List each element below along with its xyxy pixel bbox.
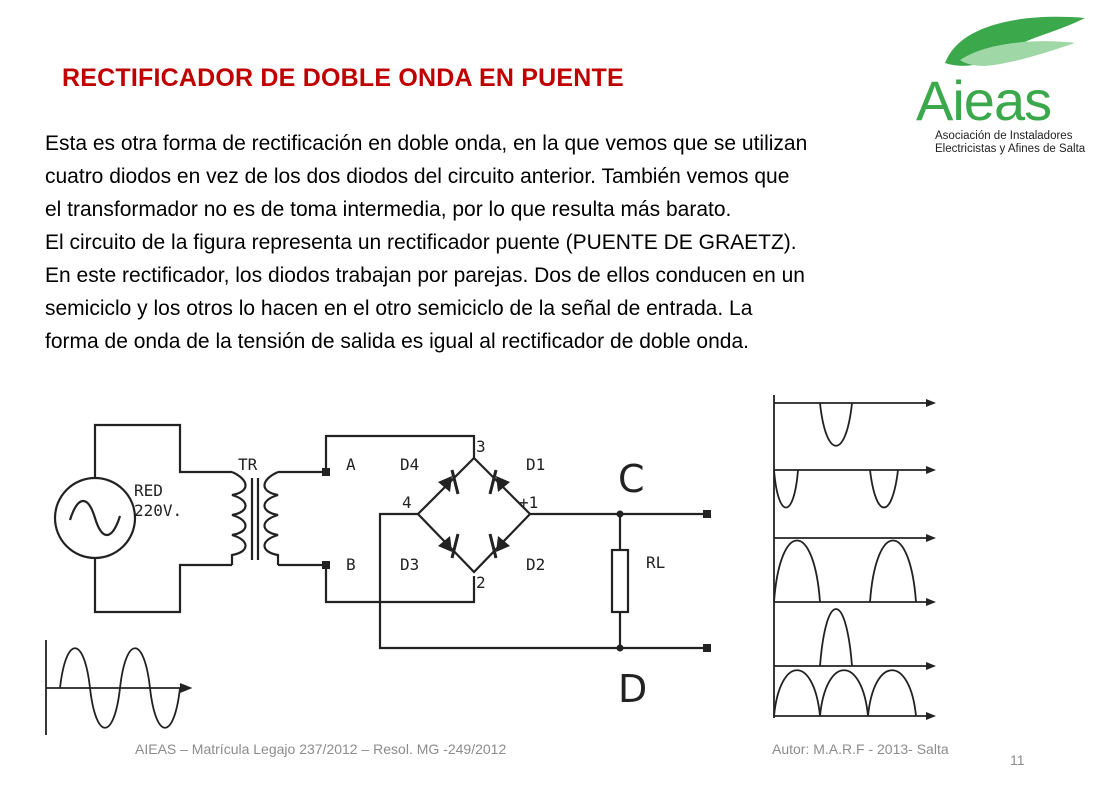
transformer-label: TR (238, 455, 258, 474)
logo-subtitle-line: Asociación de Instaladores (935, 130, 1073, 142)
source-voltage-label: 220V. (134, 501, 183, 520)
text-line: El circuito de la figura representa un rectificador puente (PUENTE DE GRAETZ). (45, 231, 797, 254)
node-2-label: 2 (476, 573, 486, 592)
diode-d1-label: D1 (526, 455, 546, 474)
diode-d2-label: D2 (526, 555, 546, 574)
text-line: Esta es otra forma de rectificación en doble onda, en la que vemos que se utilizan (45, 132, 808, 155)
diode-d4-icon (438, 476, 452, 492)
text-line: cuatro diodos en vez de los dos diodos del circuito anterior. También vemos que (45, 165, 790, 188)
footer-left: AIEAS – Matrícula Legajo 237/2012 – Resol. MG -249/2012 (135, 741, 507, 757)
logo-subtitle-line: Electricistas y Afines de Salta (935, 143, 1086, 155)
footer-right: Autor: M.A.R.F - 2013- Salta (772, 741, 949, 757)
node-4-label: 4 (402, 493, 412, 512)
logo-name: Aieas (916, 69, 1052, 132)
load-label: RL (646, 553, 666, 572)
slide-title: RECTIFICADOR DE DOBLE ONDA EN PUENTE (62, 64, 624, 92)
node-a-label: A (346, 455, 356, 474)
output-d-label: D (618, 667, 648, 711)
load-resistor (612, 550, 628, 612)
input-sine-waveform (46, 640, 190, 735)
node-3-label: 3 (476, 437, 486, 456)
text-line: semiciclo y los otros lo hacen en el otro semiciclo de la señal de entrada. La (45, 297, 753, 320)
output-c-label: C (618, 457, 645, 501)
diode-d3-label: D3 (400, 555, 420, 574)
source-label: RED (134, 481, 163, 500)
node-1-label: +1 (519, 493, 539, 512)
diode-d4-label: D4 (400, 455, 420, 474)
diode-d1-icon (496, 476, 510, 492)
text-line: forma de onda de la tensión de salida es igual al rectificador de doble onda. (45, 330, 749, 353)
output-waveforms (774, 395, 932, 718)
page-number: 11 (1010, 752, 1025, 768)
text-line: el transformador no es de toma intermedia, por lo que resulta más barato. (45, 198, 732, 221)
node-b-label: B (346, 555, 356, 574)
text-line: En este rectificador, los diodos trabajan por parejas. Dos de ellos conducen en un (45, 264, 805, 287)
